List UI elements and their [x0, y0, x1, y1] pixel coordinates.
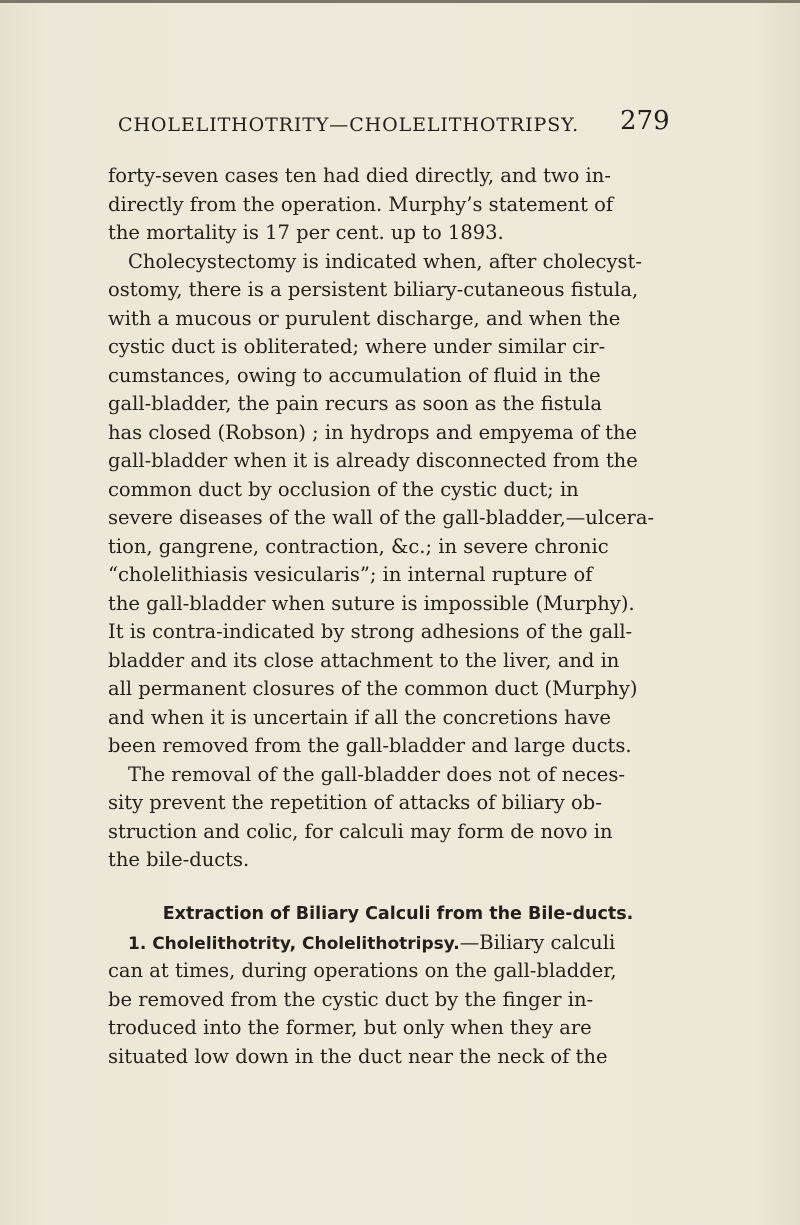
text-line: gall-bladder when it is already disconnected from the — [108, 449, 638, 472]
text-line: be removed from the cystic duct by the finger in- — [108, 987, 594, 1011]
text-line: the mortality is 17 per cent. up to 1893. — [108, 221, 504, 244]
text-line: has closed (Robson) ; in hydrops and empyema of the — [108, 420, 638, 444]
text-line: can at times, during operations on the gall-bladder, — [108, 959, 617, 982]
section-heading: Extraction of Biliary Calculi from the Bile-ducts. — [162, 903, 634, 924]
body-text — [108, 162, 688, 1071]
running-head-title: CHOLELITHOTRITY—CHOLELITHOTRIPSY. — [118, 114, 580, 136]
text-line: all permanent closures of the common duct (Murphy) — [108, 677, 638, 700]
page-top-edge — [0, 0, 800, 3]
run-in-heading: 1. Cholelithotrity, Cholelithotripsy. — [128, 933, 460, 954]
text-line: severe diseases of the wall of the gall-bladder,—ulcera- — [108, 506, 655, 529]
section-first-line — [108, 929, 688, 958]
section-spacer — [108, 875, 688, 899]
text-line: Cholecystectomy is indicated when, after cholecyst- — [128, 249, 642, 273]
first-line-text: —Biliary calculi — [459, 930, 616, 954]
text-line: forty-seven cases ten had died directly, and two in- — [108, 164, 611, 187]
text-line: sity prevent the repetition of attacks of biliary ob- — [108, 791, 602, 814]
text-line: common duct by occlusion of the cystic duct; in — [108, 477, 579, 501]
text-line: cumstances, owing to accumulation of fluid in the — [108, 363, 601, 387]
text-line: troduced into the former, but only when they are — [108, 1016, 592, 1039]
text-line: The removal of the gall-bladder does not of neces- — [128, 762, 625, 786]
page-number: 279 — [620, 106, 670, 136]
text-line: bladder and its close attachment to the liver, and in — [108, 648, 620, 672]
text-line: It is contra-indicated by strong adhesions of the gall- — [108, 620, 633, 643]
text-line: and when it is uncertain if all the concretions have — [108, 705, 611, 729]
text-line: struction and colic, for calculi may form de novo in — [108, 819, 613, 843]
text-line: the gall-bladder when suture is impossible (Murphy). — [108, 591, 635, 615]
text-line: gall-bladder, the pain recurs as soon as the fistula — [108, 392, 603, 415]
text-line: the bile-ducts. — [108, 848, 250, 871]
text-line: situated low down in the duct near the neck of the — [108, 1044, 608, 1068]
text-line: with a mucous or purulent discharge, and when the — [108, 306, 621, 330]
text-line: “cholelithiasis vesicularis”; in internal rupture of — [108, 563, 593, 586]
text-line: directly from the operation. Murphy’s statement of — [108, 192, 614, 216]
running-head — [0, 106, 800, 146]
text-line: cystic duct is obliterated; where under similar cir- — [108, 335, 606, 358]
text-line: been removed from the gall-bladder and large ducts. — [108, 734, 632, 757]
text-line: ostomy, there is a persistent biliary-cutaneous fistula, — [108, 278, 639, 301]
text-line: tion, gangrene, contraction, &c.; in severe chronic — [108, 534, 609, 558]
